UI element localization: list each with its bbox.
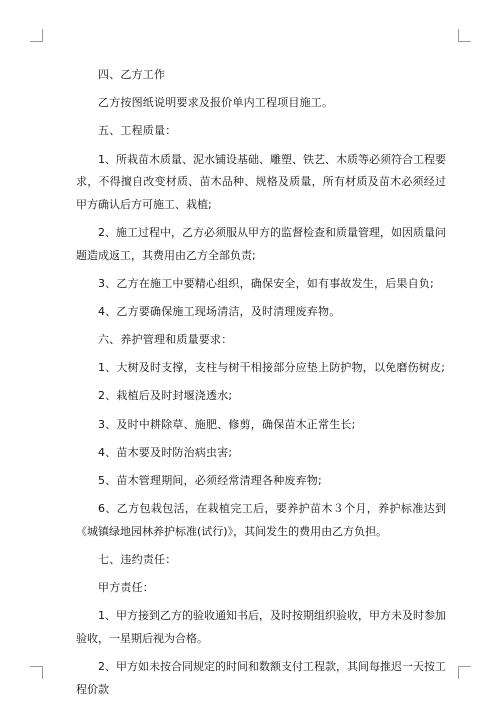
crop-mark-bottom-left <box>30 666 43 679</box>
crop-mark-bottom-right <box>458 666 471 679</box>
section-heading-maintenance: 六、养护管理和质量要求： <box>98 333 233 347</box>
paragraph: 4、苗木要及时防治病虫害; <box>98 445 233 459</box>
paragraph: 1、大树及时支撑，支柱与树干相接部分应垫上防护物，以免磨伤树皮; <box>98 361 446 375</box>
paragraph: 1、所栽苗木质量、泥水铺设基础、雕塑、铁艺、木质等必须符合工程要求，不得擅自改变材质、苗木品种、规格及质量，所有材质及苗木必须经过甲方确认后方可施工、栽植; <box>76 152 446 211</box>
paragraph: 2、甲方如未按合同规定的时间和数额支付工程款，其间每推迟一天按工程价款 <box>76 660 446 696</box>
document-body <box>76 64 446 707</box>
paragraph: 1、甲方接到乙方的验收通知书后，及时按期组织验收，甲方未及时参加验收，一星期后视为合格。 <box>76 609 446 645</box>
section-heading-quality: 五、工程质量： <box>98 124 177 138</box>
paragraph: 2、栽植后及时封堰浇透水; <box>98 389 233 403</box>
paragraph: 2、施工过程中，乙方必须服从甲方的监督检查和质量管理，如因质量问题造成返工，其费用由乙方全部负责; <box>76 225 446 262</box>
paragraph: 乙方按图纸说明要求及报价单内工程项目施工。 <box>98 96 334 110</box>
crop-mark-top-right <box>458 29 471 42</box>
section-heading-party-b-work: 四、乙方工作 <box>98 68 166 81</box>
section-heading-liability: 七、违约责任： <box>98 553 177 566</box>
subheading-party-a-liability: 甲方责任： <box>98 581 154 595</box>
crop-mark-top-left <box>30 29 43 42</box>
paragraph: 3、乙方在施工中要精心组织，确保安全，如有事故发生，后果自负; <box>98 276 434 290</box>
paragraph: 5、苗木管理期间，必须经常清理各种废弃物; <box>98 474 322 488</box>
paragraph: 4、乙方要确保施工现场清洁，及时清理废弃物。 <box>98 304 341 318</box>
paragraph: 3、及时中耕除草、施肥、修剪，确保苗木正常生长; <box>98 417 356 431</box>
paragraph: 6、乙方包栽包活，在栽植完工后，要养护苗木３个月，养护标准达到《城镇绿地园林养护标准(试行)》，其间发生的费用由乙方负担。 <box>76 502 446 538</box>
